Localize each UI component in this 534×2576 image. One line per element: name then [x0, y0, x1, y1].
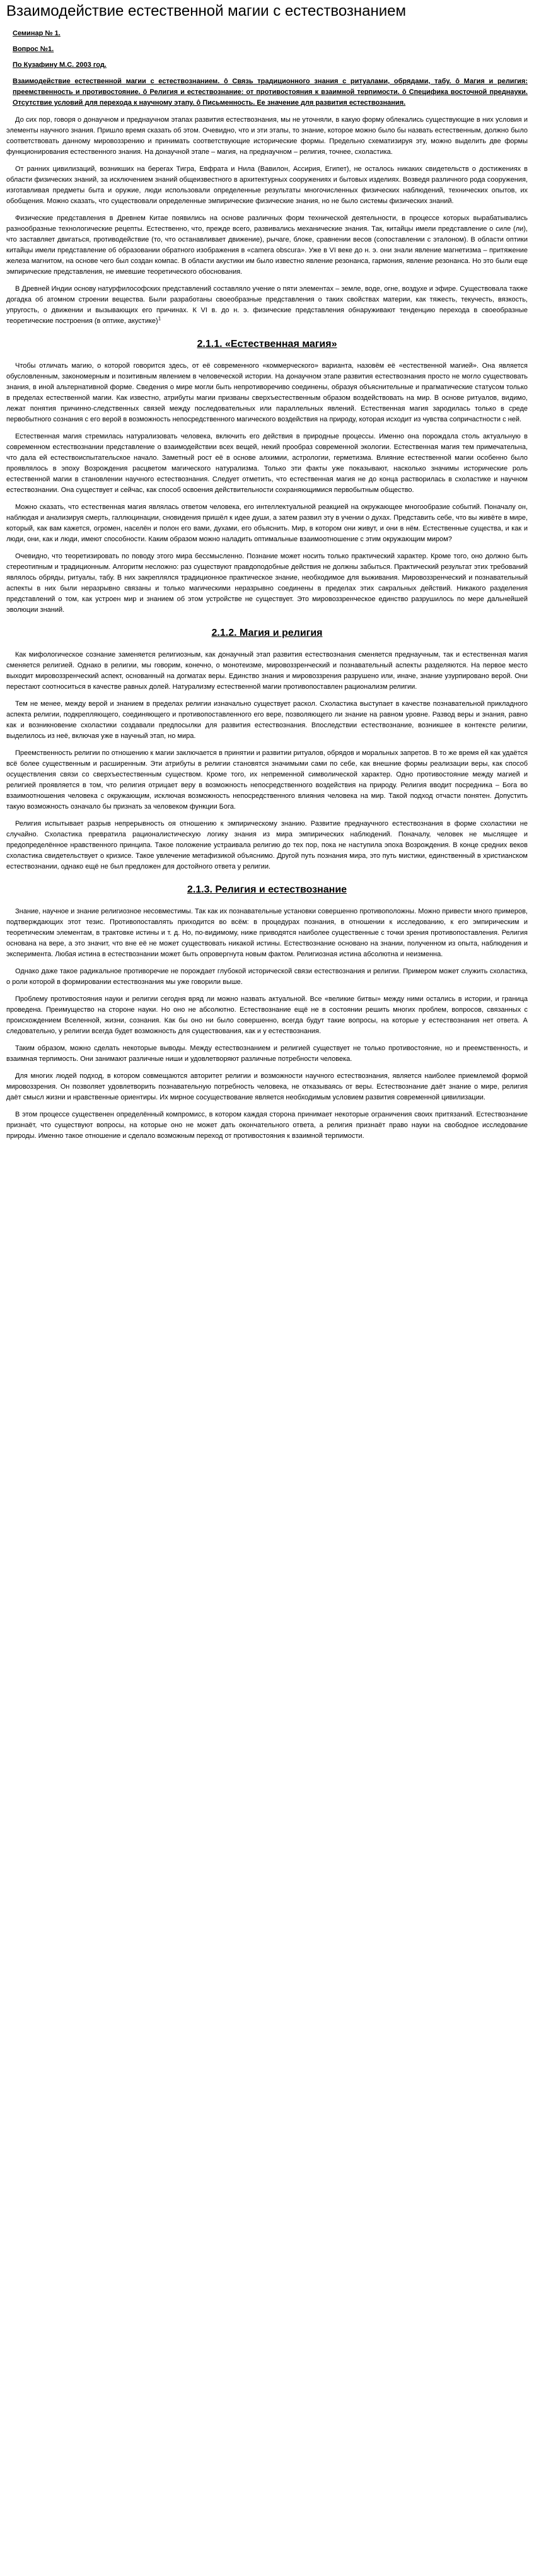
section-paragraph [6, 906, 528, 960]
section-paragraph-text: Естественная магия стремилась натурализовать человека, включить его действия в природные процессы. Именно она порождала столь актуальную в современном естествознании представление о взаимодействии всех вещей, некий прообраз современной экологии. Естественная магия тем примечательна, что дала ей естествоиспытательское начало. Заметный рост её в основе алхимии, астрологии, герметизма. Влияние естественной магии особенно было проявлялось в эпоху Возрождения расцветом магического натурализма. Только эти факты уже показывают, насколько значимы исторические роль естественной магии в становлении научного естествознания. Следует отметить, что естественная магия не до конца растворилась в схоластике и научном естествознании. Она существует и сейчас, как способ освоения действительности сохраняющимися первобытным общество. [6, 433, 528, 494]
intro-paragraph-text: От ранних цивилизаций, возникших на берегах Тигра, Евфрата и Нила (Вавилон, Ассирия, Египет), не осталось никаких свидетельств о достижениях в области физических знаний, за исключением знаний общеизвестного в архитектурных сооружениях и бытовых изделиях. Возведя различного рода сооружения, изготавливая предметы быта и оружие, люди использовали определенные результаты многочисленных физических наблюдений, технических опытов, их обобщения. Можно сказать, что существовали определенные эмпирические физические знания, но не было системы физических знаний. [6, 165, 528, 205]
section-paragraph [6, 551, 528, 616]
document-title: Взаимодействие естественной магии с естествознанием [6, 3, 407, 20]
section-paragraph [6, 819, 528, 872]
section-paragraph [6, 1109, 528, 1142]
question-label: Вопрос №1. [13, 45, 54, 53]
intro-paragraph-text: В Древней Индии основу натурфилософских представлений составляло учение о пяти элементах – земле, воде, огне, воздухе и эфире. Существовала также догадка об атомном строении вещества. Были разработаны своеобразные представления о таких свойствах материи, как тяжесть, текучесть, вязкость, упругость, о движении и вызывающих его причинах. К VI в. до н. э. физические представления обнаруживают тенденцию перехода в своеобразные теоретические построения (в оптике, акустике) [6, 285, 528, 325]
section-paragraph-text: Тем не менее, между верой и знанием в пределах религии изначально существует раскол. Схоластика выступает в качестве познавательной прикладного аспекта религии, подкрепляющего, соединяющего и противопоставленного его вере, позволяющего ли знание на равном уровне. Развод веры и знания, равно как и возникновение схоластики создавали предпосылки для развития естествознания. Впоследствии естествознание, возникшее в контексте религии, выделилось из неё, включая уже в научный этап, но мира. [6, 700, 528, 740]
section-paragraph-text: Таким образом, можно сделать некоторые выводы. Между естествознанием и религией существует не только противостояние, но и преемственность, и взаимная терпимость. Они занимают различные ниши и удовлетворяют различные потребности человека. [6, 1045, 528, 1063]
footnote-marker: 1 [158, 315, 161, 322]
section-paragraph [6, 966, 528, 988]
intro-paragraph-text: До сих пор, говоря о донаучном и преднаучном этапах развития естествознания, мы не уточняли, в какую форму облекались существующие в них условия и элементы научного знания. Пришло время сказать об этом. Очевидно, что и эти этапы, то знание, которое можно было бы назвать естественным, должно было соответствовать данному мировоззрению и принимать соответствующие исторические формы. Предельно схематизируя эту, можно выделить две формы функционирования естественного знания. На донаучной этапе – магия, на преднаучном – религия, точнее, схоластика. [6, 116, 528, 156]
section-paragraph-text: Очевидно, что теоретизировать по поводу этого мира бессмысленно. Познание может носить только практический характер. Кроме того, оно должно быть стереотипным и традиционным. Алгоритм несложно: раз существуют правдоподобные действия не должны забыться. Практический результат этих требований являлось обряды, ритуалы, табу. В них закреплялся традиционное практическое знание, необходимое для выживания. Мировоззренческий и познавательный аспекты в них были неразрывно связаны и только магическими неразрывно соединены в пределах этих сакральных действий. Никакого разделения представлений о том, как устроен мир и знанием об этом устройстве не существует. Это мировоззренческое единство разрушилось по мере дальнейшей эволюции знаний. [6, 553, 528, 614]
topics-text: Взаимодействие естественной магии с естествознанием. ô Связь традиционного знания с ритуалами, обрядами, табу. ô Магия и религия: преемственность и противостояние. ô Религия и естествознание: от противостояния к взаимной терпимости. ô Специфика восточной преднауки. Отсутствие условий для перехода к научному этапу. ô Письменность. Ее значение для развития естествознания. [13, 78, 528, 107]
section-paragraph [6, 748, 528, 812]
section-paragraph-text: Однако даже такое радикальное противоречие не порождает глубокой исторической связи естествознания и религии. Примером может служить схоластика, о роли которой в формировании естествознания мы уже говорили выше. [6, 968, 528, 986]
section-paragraph-text: Религия испытывает разрыв непрерывность оя отношению к эмпирическому знанию. Развитие преднаучного естествознания в форме схоластики не случайно. Схоластика превратила рационалистическую логику знания из мира эмпирических наблюдений. Поначалу, человек не мыслящее и предопределённое нравственного принципа. Такое положение устраивала религию до тех пор, пока не наступила эпоха Возрождения. В конце средних веков схоластика свидетельствует о кризисе. Такое увлечение метафизикой объяснимо. Другой путь познания мира, это путь мистики, единственный в христианском естествознании, однако ещё не был предложен для достойного ответа у религии. [6, 820, 528, 870]
intro-paragraph-text: Физические представления в Древнем Китае появились на основе различных форм технической деятельности, в процессе которых вырабатывались разнообразные технологические рецепты. Естественно, что, прежде всего, развивались механические знания. Так, китайцы имели представление о силе (ли), что заставляет двигаться, противодействие (то, что останавливает движение), рычаге, блоке, сравнении весов (сопоставлении с эталоном). В области оптики китайцы имели представление об образовании обратного изображения в «camera obscura». Уже в VI веке до н. э. они знали явление магнетизма – притяжение железа магнитом, на основе чего был создан компас. В области акустики им было известно явление резонанса, гармония, явление резонанса. Но это были еще эмпирические представления, не имевшие теоретического обоснования. [6, 214, 528, 276]
section-paragraph [6, 1071, 528, 1103]
section-paragraph-text: Для многих людей подход, в котором совмещаются авторитет религии и возможности научного естествознания, является наиболее приемлемой формой мировоззрения. Он позволяет удовлетворить познавательную потребность человека, не отказываясь от веры. Естествознание даёт знание о мире, религия даёт смысл жизни и нравственные ориентиры. Их мирное сосуществование является необходимым условием развития современной цивилизации. [6, 1072, 528, 1101]
section-paragraph [6, 699, 528, 742]
intro-paragraph [6, 284, 528, 327]
section-paragraph [6, 650, 528, 693]
sections-block [6, 338, 528, 1142]
section-heading: 2.1.3. Религия и естествознание [187, 884, 347, 895]
author-label: По Кузафину М.С. 2003 год. [13, 61, 107, 69]
section-paragraph-text: Чтобы отличать магию, о которой говорится здесь, от её современного «коммерческого» варианта, назовём её «естественной магией». Она является обусловленным, закономерным и позитивным явлением в человеческой истории. На донаучном этапе развития естествознания просто не могло существовать знания, в иной альтернативной форме. Сведения о мире могли быть непротиворечиво соединены, образуя объяснительные и прагматические статусом только в пределах естественной магии. Как известно, атрибуты магии призваны сверхъестественным образом воздействовать на мир. В основе ритуалов, видимо, лежат понятия причинно-следственных связей между последовательных или параллельных явлений. Естественная магия зародилась только в среде первобытного сознания с его верой в возможность непосредственного магического воздействия на природу, которая исходит из чувства сопричастности с ней. [6, 362, 528, 423]
section-paragraph-text: Как мифологическое сознание заменяется религиозным, как донаучный этап развития естествознания сменяется преднаучным, так и естественная магия сменяется религией. Однако в религии, мы говорим, конечно, о монотеизме, мировоззренческий и познавательный аспекты разделяются. На первое место выходит мировоззренческий аспект, основанный на догматах веры. Единство знания и мировоззрения разрушено или, иначе, знание узурпировано верой. Они перестают соотноситься в качестве равных долей. Натурализму естественной магии противопоставлен рационализм религии. [6, 651, 528, 691]
section-paragraph [6, 431, 528, 496]
section-paragraph [6, 1043, 528, 1065]
section-paragraph-text: Можно сказать, что естественная магия являлась ответом человека, его интеллектуальной реакцией на окружающее многообразие событий. Поначалу он, наблюдая и анализируя смерть, галлюцинации, сновидения пришёл к идее души, а затем развил эту в учении о духах. Представить себе, что вы живёте в мире, который, как вам кажется, огромен, населён и полон его вами, духами, его объяснить. Мир, в котором они живут, и они в нём. Естественные существа, и как и люди, они, как и люди, имеют способности. Каким образом можно наладить оптимальные взаимоотношение с этим окружающим миром? [6, 503, 528, 543]
intro-paragraph [6, 213, 528, 278]
section-paragraph [6, 361, 528, 425]
seminar-label: Семинар № 1. [13, 30, 61, 37]
intro-paragraph [6, 164, 528, 207]
section-paragraph-text: Знание, научное и знание религиозное несовместимы. Так как их познавательные установки совершенно противоположны. Можно привести много примеров, подтверждающих этот тезис. Противопоставлять приходится во всём: в процедурах познания, в отношении к исследованию, к его эмпирическим и теоретическим элементам, в трактовке истины и т. д. Но, по-видимому, ниже приводятся наиболее существенные с точки зрения противопоставления. Религия основана на вере, а это значит, что вне её не может существовать никакой истины. Естествознание основано на знании, полученном из опыта, наблюдения и эксперимента. Любая истина в естествознании может быть опровергнута новым фактом. Религиозная истина абсолютна и неизменна. [6, 908, 528, 958]
section-paragraph [6, 994, 528, 1037]
topics-list [13, 76, 528, 108]
section-paragraph-text: В этом процессе существенен определённый компромисс, в котором каждая сторона принимает некоторые ограничения своих притязаний. Естествознание признаёт, что существуют вопросы, на которые оно не может дать окончательного ответа, а религия признаёт право науки на свободное исследование природы. Именно такое отношение и сделало возможным переход от противостояния к взаимной терпимости. [6, 1111, 528, 1140]
section-paragraph [6, 502, 528, 545]
intro-paragraph [6, 115, 528, 158]
section-paragraph-text: Преемственность религии по отношению к магии заключается в принятии и развитии ритуалов, обрядов и моральных запретов. В то же время ей как удаётся всё более существенным и расширенным. Эти атрибуты в религии становятся значимыми сами по себе, как внешние формы реализации веры, как способ осуществления связи со сверхъестественным существом. Кроме того, их непременной символической характер. Одно противостояние между магией и религией проявляется в том, что религия отрицает веру в возможность непосредственного воздействия на природу. Религия вводит посредника – Бога во взаимоотношения человека с окружающим, исключая возможность непосредственного влияния человека на мир. Такой подход отчасти понятен. Допустить такую возможность означало бы признать за человеком функции Бога. [6, 749, 528, 811]
section-heading: 2.1.2. Магия и религия [211, 628, 323, 638]
section-paragraph-text: Проблему противостояния науки и религии сегодня вряд ли можно назвать актуальной. Все «великие битвы» между ними остались в истории, и граница проведена. Преимущество на стороне науки. Но оно не абсолютно. Естествознание ещё не в состоянии решить многих проблем, вопросов, связанных с происхождением Вселенной, жизни, сознания. Как бы оно ни было совершенно, всегда будут такие вопросы, на которые у естествознания нет ответа. А следовательно, у религии всегда будет возможность для существования, как и у естествознания. [6, 995, 528, 1035]
intro-block [6, 115, 528, 327]
section-heading: 2.1.1. «Естественная магия» [197, 339, 337, 349]
